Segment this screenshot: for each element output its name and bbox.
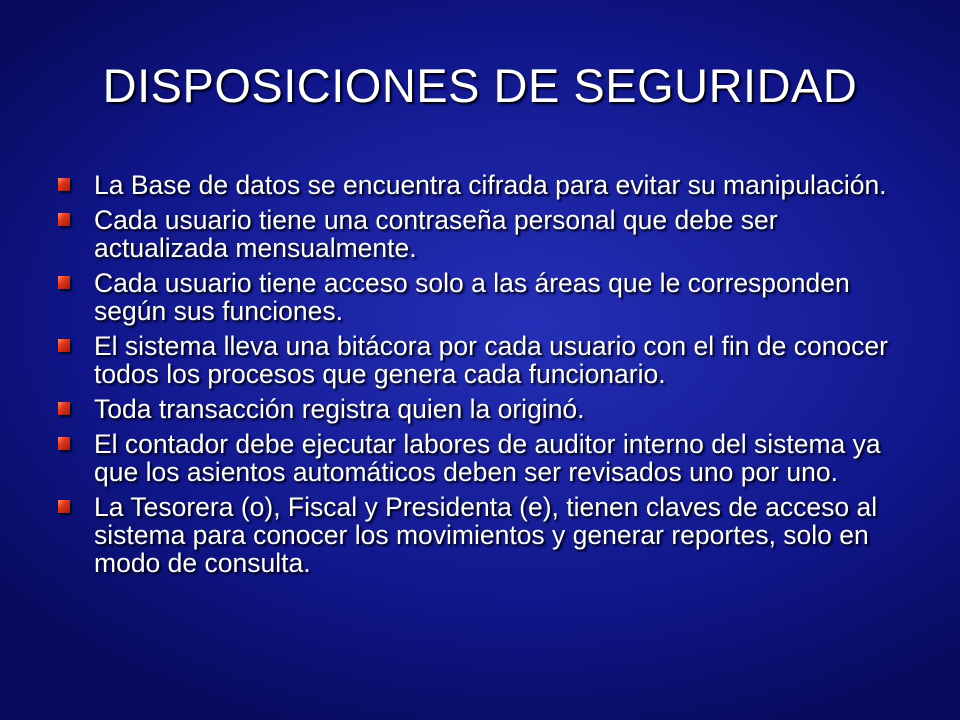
bullet-text: Cada usuario tiene una contraseña personal que debe ser actualizada mensualmente. [94,205,778,263]
bullet-item [58,430,918,486]
square-bullet-icon [58,213,70,226]
bullet-item [58,206,918,262]
bullet-item [58,171,918,199]
bullet-text: Cada usuario tiene acceso solo a las áreas que le corresponden según sus funciones. [94,268,850,326]
slide-title: DISPOSICIONES DE SEGURIDAD [102,59,858,112]
bullet-text: La Base de datos se encuentra cifrada para evitar su manipulación. [94,170,887,200]
square-bullet-icon [58,339,70,352]
square-bullet-icon [58,500,70,513]
bullet-item [58,269,918,325]
bullet-text: La Tesorera (o), Fiscal y Presidenta (e), tienen claves de acceso al sistema para conocer los movimientos y generar reportes, solo en modo de consulta. [94,492,878,578]
square-bullet-icon [58,437,70,450]
square-bullet-icon [58,402,70,415]
bullet-item [58,493,918,577]
bullet-list [58,171,918,584]
bullet-item [58,395,918,423]
bullet-text: El contador debe ejecutar labores de auditor interno del sistema ya que los asientos automáticos deben ser revisados uno por uno. [94,429,881,487]
bullet-text: Toda transacción registra quien la originó. [94,394,585,424]
bullet-item [58,332,918,388]
square-bullet-icon [58,178,70,191]
bullet-text: El sistema lleva una bitácora por cada usuario con el fin de conocer todos los procesos que genera cada funcionario. [94,331,888,389]
square-bullet-icon [58,276,70,289]
